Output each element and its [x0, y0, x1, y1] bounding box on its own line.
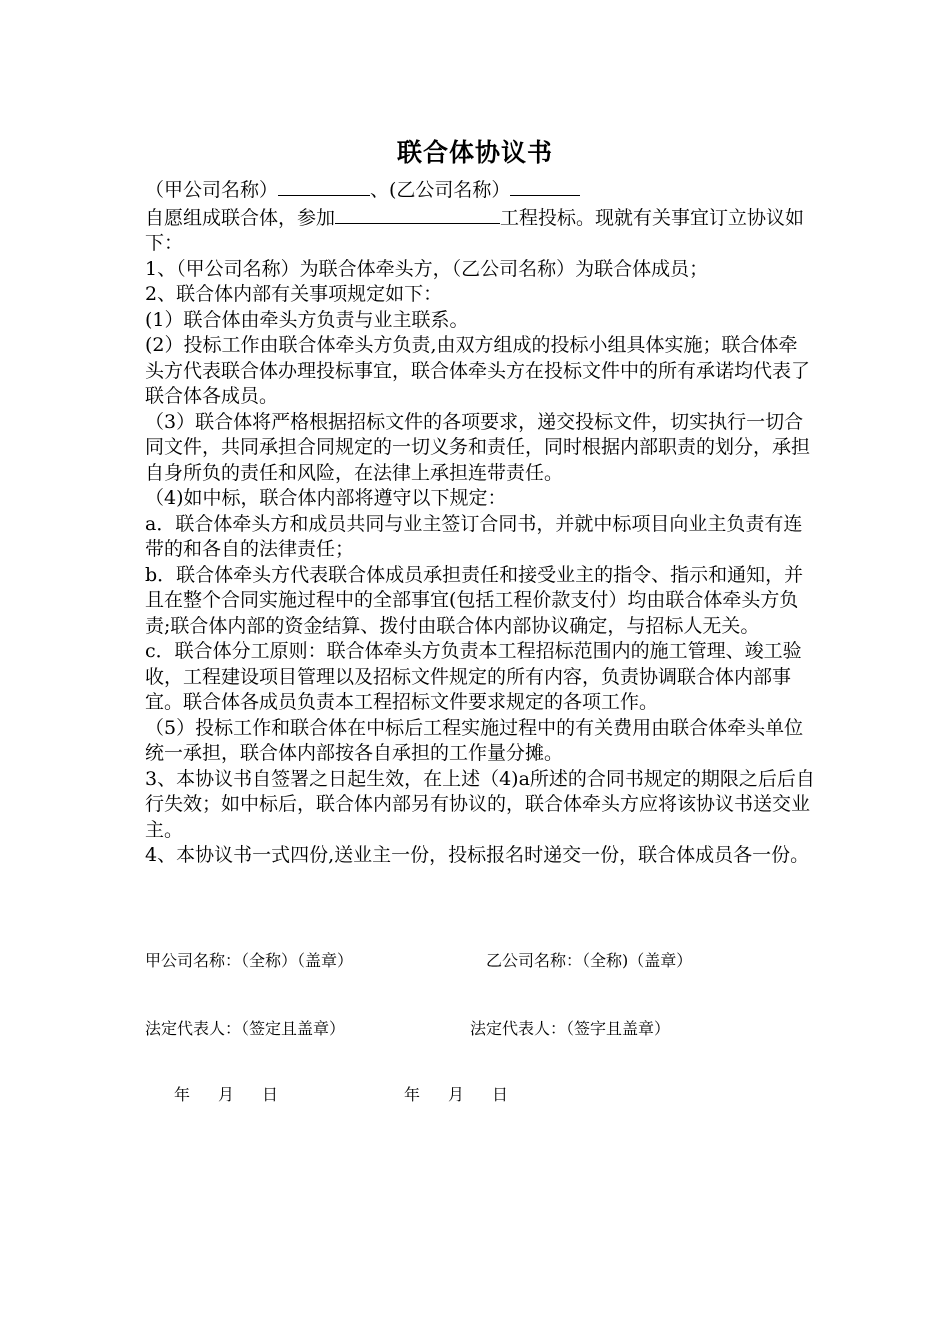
clause-2-4-b: b．联合体牵头方代表联合体成员承担责任和接受业主的指令、指示和通知，并且在整个合同实施过程中的全部事宜(包括工程价款支付）均由联合体牵头方负责;联合体内部的资金结算、拨付由联合体内部协议确定，与招标人无关。 [145, 563, 804, 637]
date-year: 年 [404, 1085, 421, 1104]
clause-2-4-c: c．联合体分工原则：联合体牵头方负责本工程招标范围内的施工管理、竣工验收，工程建设项目管理以及招标文件规定的所有内容，负责协调联合体内部事宜。联合体各成员负责本工程招标文件要求规定的各项工作。 [145, 640, 802, 713]
clause-2-4-a: a．联合体牵头方和成员共同与业主签订合同书，并就中标项目向业主负责有连带的和各自的法律责任； [145, 512, 803, 560]
party-b-blank[interactable] [510, 176, 580, 196]
party-b-signature-name: 乙公司名称：（全称)（盖章） [486, 951, 693, 970]
clause-1: 1、（甲公司名称）为联合体牵头方，（乙公司名称）为联合体成员； [145, 257, 709, 280]
project-name-blank[interactable] [335, 204, 500, 224]
clause-2-2: (2）投标工作由联合体牵头方负责,由双方组成的投标小组具体实施；联合体牵头方代表联合体办理投标事宜，联合体牵头方在投标文件中的所有承诺均代表了联合体各成员。 [145, 334, 811, 407]
clause-4: 4、本协议书一式四份,送业主一份，投标报名时递交一份，联合体成员各一份。 [145, 844, 810, 866]
party-a-blank[interactable] [278, 176, 370, 196]
clause-2-3: （3）联合体将严格根据招标文件的各项要求，递交投标文件，切实执行一切合同文件，共同承担合同规定的一切义务和责任，同时根据内部职责的划分，承担自身所负的责任和风险，在法律上承担连带责任。 [145, 410, 811, 484]
party-line [145, 176, 815, 204]
clause-3: 3、本协议书自签署之日起生效，在上述（4)a所述的合同书规定的期限之后后自行失效；如中标后，联合体内部另有协议的，联合体牵头方应将该协议书送交业主。 [145, 767, 815, 841]
intro-text-b: 工程投标。现就有关事宜订立协议如下： [145, 206, 805, 254]
clause-2-4: （4)如中标，联合体内部将遵守以下规定： [145, 487, 507, 509]
party-a-placeholder: （甲公司名称） [145, 179, 279, 201]
date-year: 年 [174, 1085, 191, 1104]
clause-2-1: (1）联合体由牵头方负责与业主联系。 [145, 308, 469, 331]
date-day: 日 [492, 1085, 509, 1104]
intro-paragraph [145, 204, 815, 257]
intro-text-a: 自愿组成联合体，参加 [145, 206, 336, 229]
date-month: 月 [448, 1085, 465, 1104]
clause-2: 2、联合体内部有关事项规定如下： [145, 283, 443, 305]
date-day: 日 [262, 1085, 279, 1104]
party-b-placeholder: 、(乙公司名称） [370, 179, 511, 201]
date-month: 月 [218, 1085, 235, 1104]
party-b-date [404, 1082, 508, 1105]
document-title: 联合体协议书 [396, 138, 553, 167]
party-a-date [174, 1082, 278, 1105]
party-b-legal-rep: 法定代表人：（签字且盖章） [470, 1019, 671, 1038]
clause-2-5: （5）投标工作和联合体在中标后工程实施过程中的有关费用由联合体牵头单位统一承担，联合体内部按各自承担的工作量分摊。 [145, 716, 804, 764]
party-a-legal-rep: 法定代表人：（签定且盖章） [145, 1019, 346, 1038]
party-a-signature-name: 甲公司名称：（全称）（盖章） [145, 951, 354, 970]
document-body [145, 176, 815, 869]
